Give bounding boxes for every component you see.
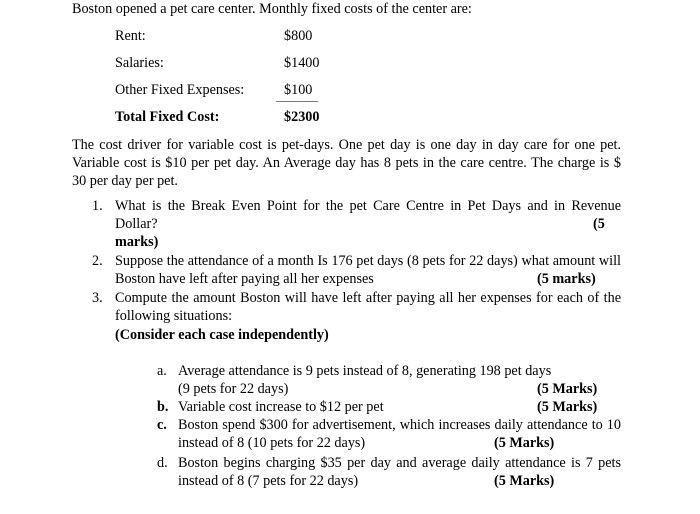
- question-3-line-1: Compute the amount Boston will have left after paying all her expenses for each of the: [115, 290, 621, 306]
- sub-item-b-letter: b.: [157, 399, 169, 415]
- sub-item-c-line-2: instead of 8 (10 pets for 22 days): [178, 435, 366, 451]
- question-2-number: 2.: [92, 253, 103, 269]
- salaries-value: $1400: [284, 55, 320, 71]
- other-fixed-label: Other Fixed Expenses:: [115, 82, 245, 98]
- question-1-number: 1.: [92, 198, 103, 214]
- sub-item-a-marks: (5 Marks): [537, 381, 598, 397]
- intro-text: Boston opened a pet care center. Monthly fixed costs of the center are:: [72, 1, 472, 17]
- paragraph-line-1: The cost driver for variable cost is pet-days. One pet day is one day in day care for one pet.: [72, 137, 621, 153]
- sub-item-d-marks: (5 Marks): [494, 473, 555, 489]
- question-3-note: (Consider each case independently): [115, 327, 329, 343]
- sub-item-d-letter: d.: [157, 455, 168, 471]
- rent-value: $800: [284, 28, 313, 44]
- question-3-number: 3.: [92, 290, 103, 306]
- rent-label: Rent:: [115, 28, 146, 44]
- sub-item-c-letter: c.: [157, 417, 167, 433]
- sub-item-d-line-2: instead of 8 (7 pets for 22 days): [178, 473, 359, 489]
- sub-item-d-line-1: Boston begins charging $35 per day and average daily attendance is 7 pets: [178, 455, 621, 471]
- sub-item-c-line-1: Boston spend $300 for advertisement, which increases daily attendance to 10: [178, 417, 621, 433]
- sub-item-b-line-1: Variable cost increase to $12 per pet: [178, 399, 384, 415]
- paragraph-line-2: Variable cost is $10 per pet day. An Average day has 8 pets in the care centre. The charge is $: [72, 155, 621, 171]
- question-2-marks: (5 marks): [537, 271, 596, 287]
- sub-item-a-letter: a.: [157, 363, 167, 379]
- question-1-marks: (5: [593, 216, 605, 232]
- question-2-line-1: Suppose the attendance of a month Is 176 pet days (8 pets for 22 days) what amount will: [115, 253, 621, 269]
- sub-item-a-line-2: (9 pets for 22 days): [178, 381, 289, 397]
- question-1-line-2: Dollar?: [115, 216, 158, 232]
- sub-item-a-line-1: Average attendance is 9 pets instead of 8, generating 198 pet days: [178, 363, 552, 379]
- total-fixed-value: $2300: [284, 109, 320, 125]
- question-3-line-2: following situations:: [115, 308, 233, 324]
- sum-underline: [276, 101, 318, 102]
- other-fixed-value: $100: [284, 82, 313, 98]
- salaries-label: Salaries:: [115, 55, 164, 71]
- sub-item-b-marks: (5 Marks): [537, 399, 598, 415]
- question-1-marks-cont: marks): [115, 234, 159, 250]
- question-2-line-2: Boston have left after paying all her expenses: [115, 271, 374, 287]
- paragraph-line-3: 30 per day per pet.: [72, 173, 178, 189]
- sub-item-c-marks: (5 Marks): [494, 435, 555, 451]
- question-1-line-1: What is the Break Even Point for the pet Care Centre in Pet Days and in Revenue: [115, 198, 621, 214]
- total-fixed-label: Total Fixed Cost:: [115, 109, 220, 125]
